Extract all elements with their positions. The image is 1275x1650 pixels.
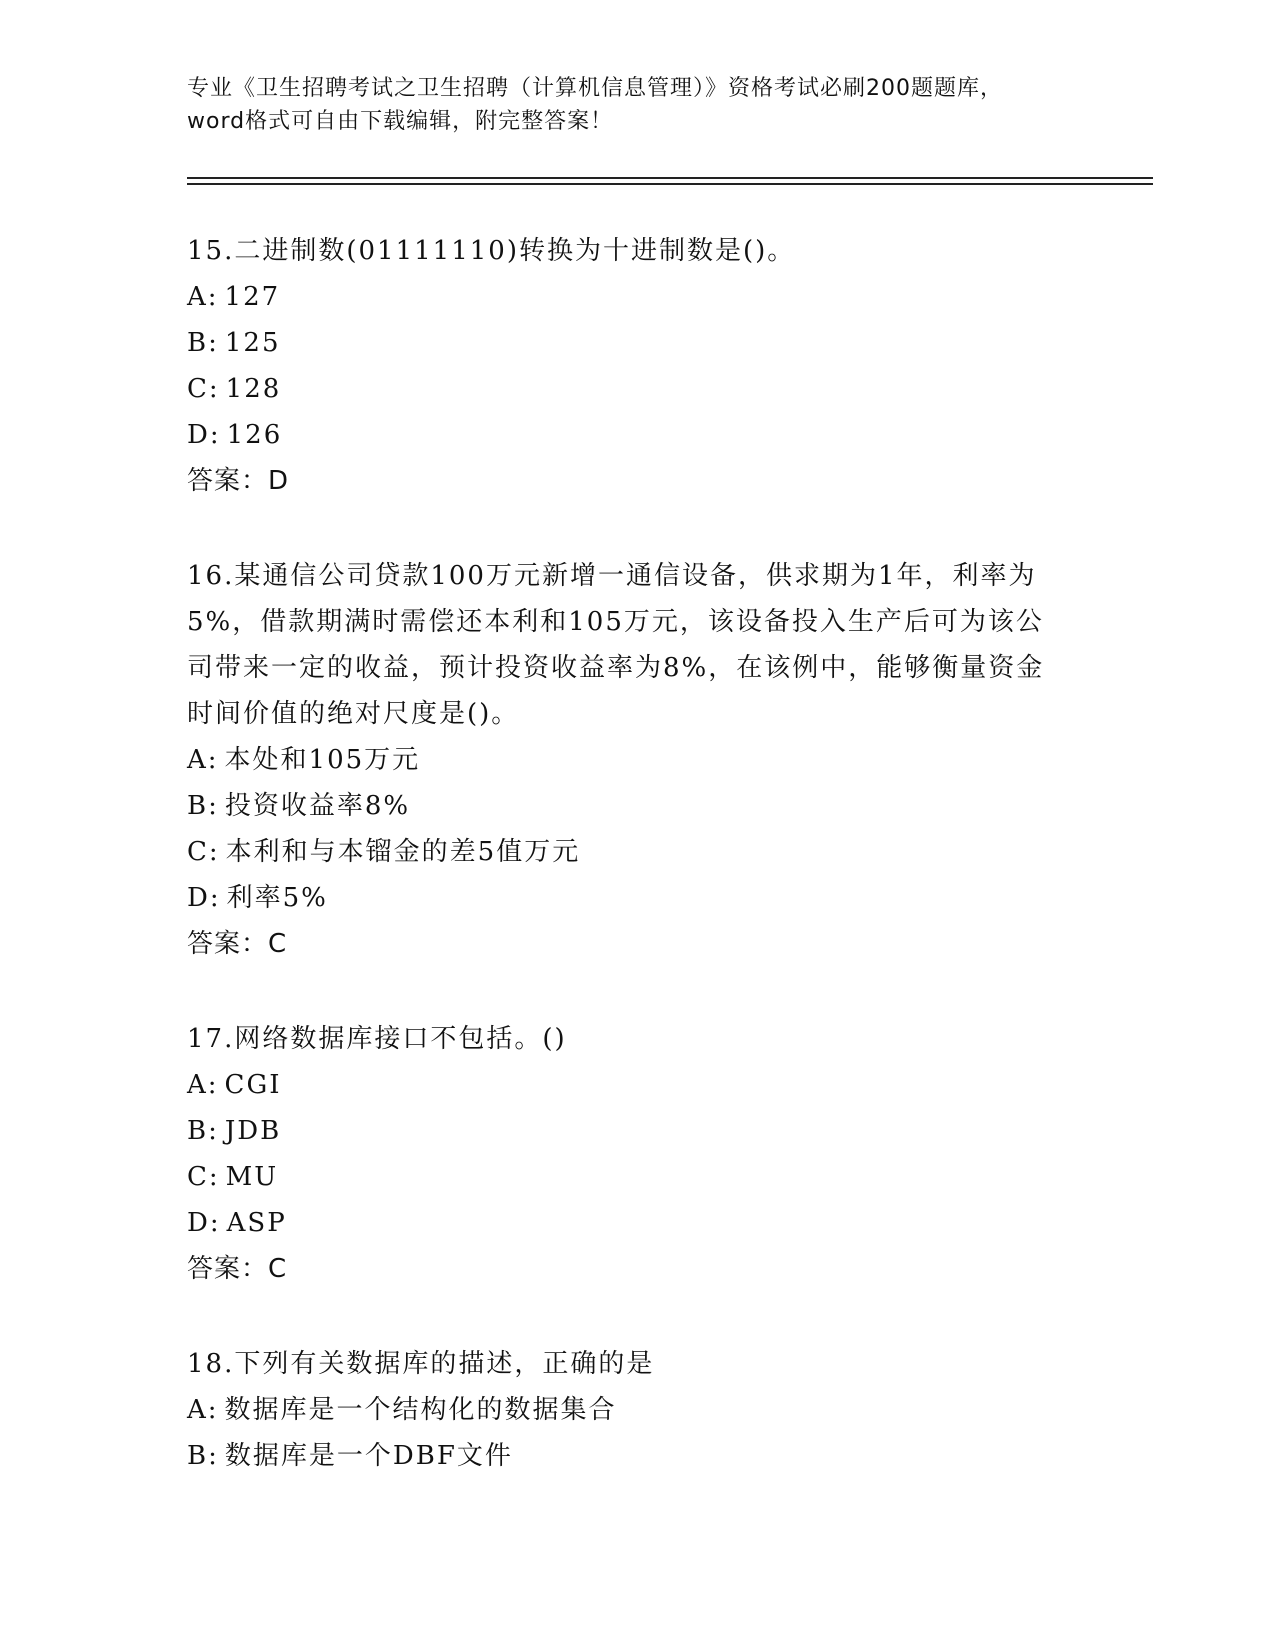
- option-label: D:: [187, 883, 221, 913]
- question-text: 16.某通信公司贷款100万元新增一通信设备，供求期为1年，利率为: [187, 561, 1037, 591]
- option-label: B:: [187, 1116, 219, 1146]
- option-item: [187, 1433, 1087, 1479]
- option-text: 利率5%: [226, 883, 328, 913]
- question-block: [187, 1341, 1087, 1479]
- option-label: A:: [187, 1070, 219, 1100]
- option-item: [187, 1200, 1087, 1246]
- option-label: B:: [187, 328, 219, 358]
- option-label: C:: [187, 837, 220, 867]
- header-line-2: word格式可自由下载编辑，附完整答案！: [187, 109, 614, 134]
- answer-line: 答案：C: [187, 929, 288, 959]
- option-label: C:: [187, 1162, 220, 1192]
- option-item: [187, 412, 1087, 458]
- option-label: B:: [187, 791, 219, 821]
- option-item: [187, 320, 1087, 366]
- option-text: CGI: [224, 1070, 282, 1100]
- question-list: [187, 228, 1087, 1528]
- option-text: ASP: [226, 1208, 287, 1238]
- question-text: 时间价值的绝对尺度是()。: [187, 699, 520, 729]
- option-label: A:: [187, 745, 219, 775]
- question-block: [187, 228, 1087, 504]
- question-text: 15.二进制数(01111110)转换为十进制数是()。: [187, 236, 796, 266]
- option-text: 数据库是一个结构化的数据集合: [224, 1395, 617, 1425]
- answer-line: 答案：D: [187, 466, 290, 496]
- option-item: [187, 829, 1087, 875]
- option-item: [187, 1062, 1087, 1108]
- question-text: 司带来一定的收益，预计投资收益率为8%，在该例中，能够衡量资金: [187, 653, 1045, 683]
- option-label: A:: [187, 282, 219, 312]
- option-item: [187, 783, 1087, 829]
- option-text: 125: [224, 328, 281, 358]
- option-text: 数据库是一个DBF文件: [224, 1441, 513, 1471]
- header-divider-top: [187, 177, 1153, 179]
- option-item: [187, 1154, 1087, 1200]
- option-text: JDB: [224, 1116, 282, 1146]
- document-header: [187, 72, 1087, 138]
- answer-line: 答案：C: [187, 1254, 288, 1284]
- option-label: A:: [187, 1395, 219, 1425]
- question-text: 18.下列有关数据库的描述，正确的是: [187, 1349, 655, 1379]
- question-text: 17.网络数据库接口不包括。(): [187, 1024, 567, 1054]
- option-item: [187, 274, 1087, 320]
- option-label: C:: [187, 374, 220, 404]
- question-block: [187, 1016, 1087, 1292]
- question-text: 5%，借款期满时需偿还本利和105万元，该设备投入生产后可为该公: [187, 607, 1044, 637]
- question-block: [187, 553, 1087, 967]
- option-text: 本利和与本镏金的差5值万元: [225, 837, 581, 867]
- option-text: 投资收益率8%: [224, 791, 411, 821]
- option-text: 128: [225, 374, 282, 404]
- option-label: B:: [187, 1441, 219, 1471]
- option-label: D:: [187, 1208, 221, 1238]
- option-item: [187, 875, 1087, 921]
- option-item: [187, 1387, 1087, 1433]
- header-line-1: 专业《卫生招聘考试之卫生招聘（计算机信息管理）》资格考试必刷200题题库，: [187, 76, 1003, 101]
- option-item: [187, 1108, 1087, 1154]
- header-divider-bottom: [187, 183, 1153, 185]
- option-text: MU: [225, 1162, 279, 1192]
- option-item: [187, 737, 1087, 783]
- option-label: D:: [187, 420, 221, 450]
- option-text: 126: [226, 420, 283, 450]
- option-text: 127: [224, 282, 281, 312]
- option-text: 本处和105万元: [224, 745, 421, 775]
- option-item: [187, 366, 1087, 412]
